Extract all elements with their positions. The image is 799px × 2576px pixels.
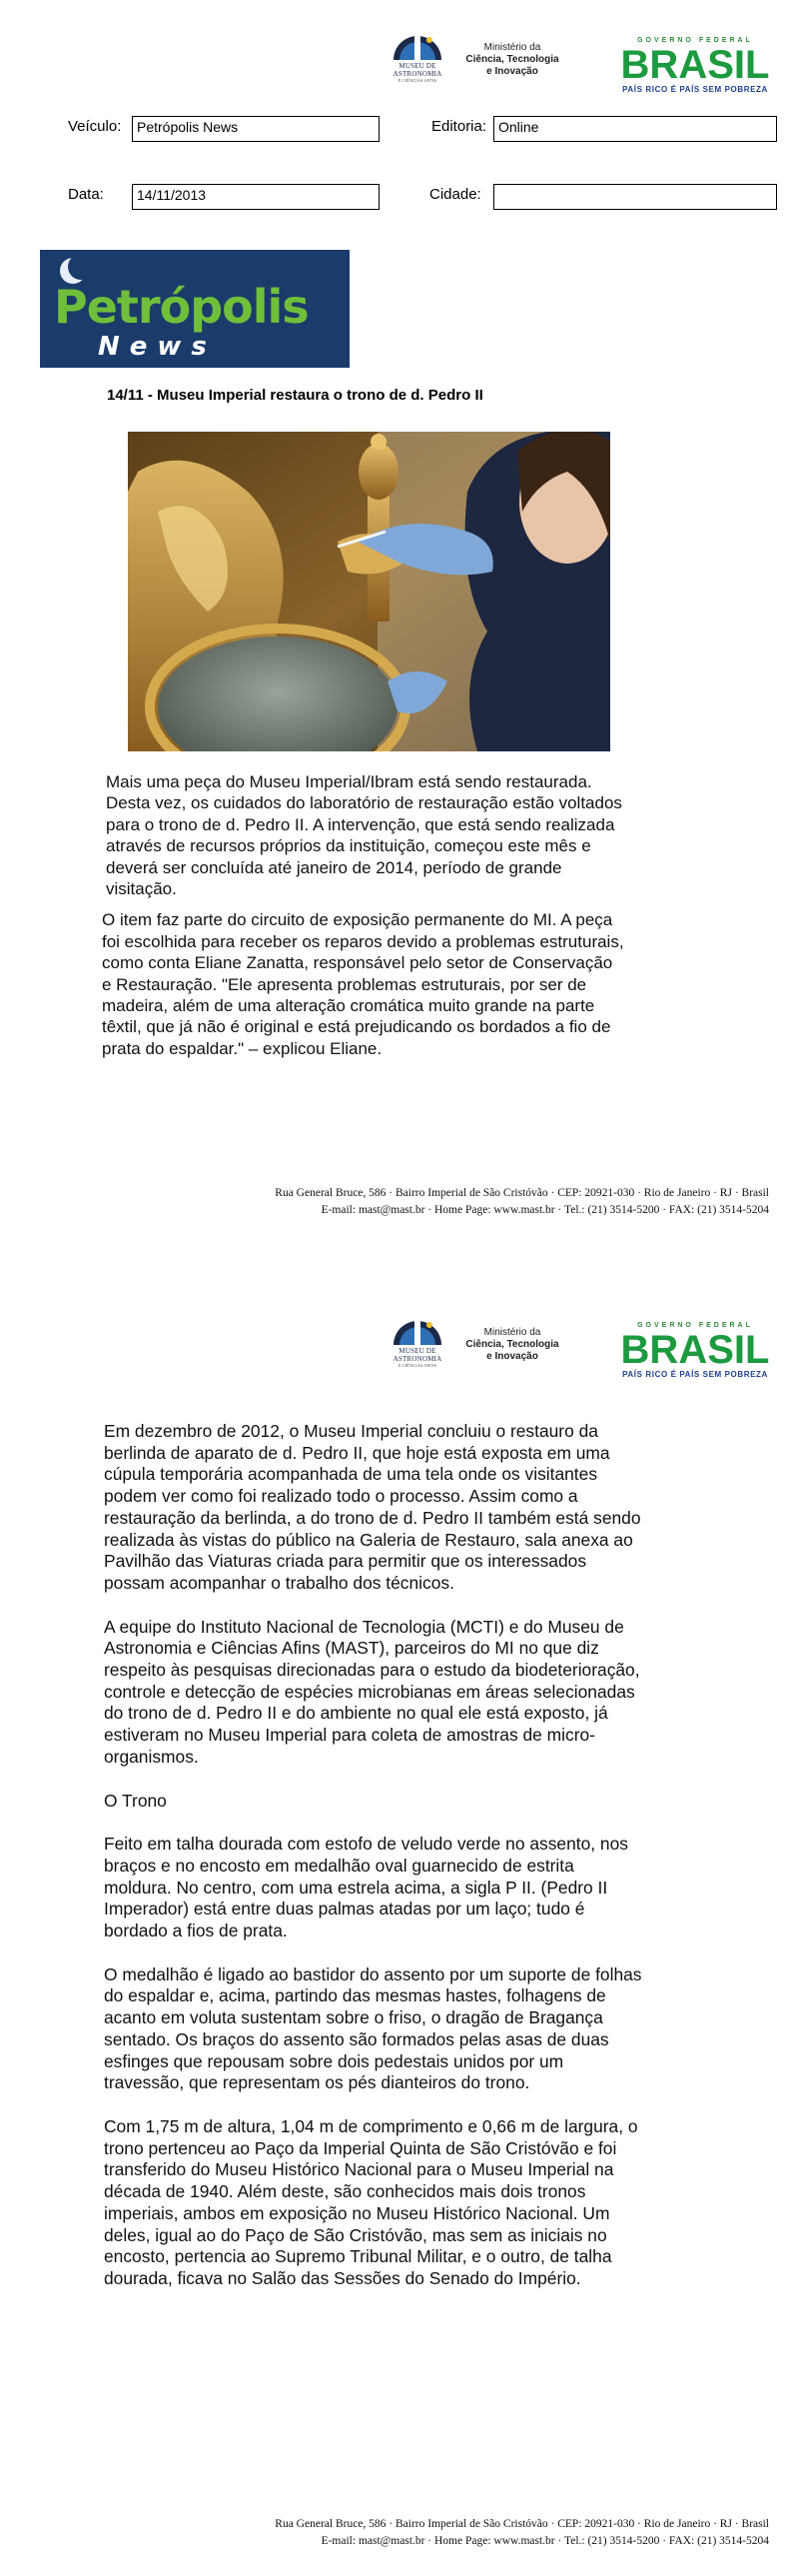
- footer-contact: E-mail: mast@mast.br · Home Page: www.mast.br · Tel.: (21) 3514-5200 · FAX: (21) 3514-5204: [321, 2535, 769, 2547]
- gov-slogan: PAÍS RICO É PAÍS SEM POBREZA: [622, 85, 768, 94]
- gov-top-text: GOVERNO FEDERAL: [637, 37, 753, 44]
- petropolis-news-logo: [40, 250, 350, 368]
- paragraph: O medalhão é ligado ao bastidor do assento por um suporte de folhas do espaldar e, acima, partindo das mesmas hastes, folhagens de acanto em voluta sustentam sobre o friso, o dragão de Bragança sentado. Os braços do assento são formados pelas asas de duas esfinges que repousam sobre dois pedestais unidos por um travessão, que representam os pés dianteiros do trono.: [104, 1963, 642, 2093]
- cidade-field[interactable]: [493, 184, 777, 210]
- ministry-line1: Ministério da: [483, 1327, 541, 1338]
- editoria-label: Editoria:: [431, 118, 487, 135]
- ministry-line2: Ciência, Tecnologia: [465, 54, 559, 65]
- observatory-dome-icon: [390, 1313, 445, 1347]
- article-title: 14/11 - Museu Imperial restaura o trono de d. Pedro II: [107, 387, 483, 404]
- paragraph: Com 1,75 m de altura, 1,04 m de comprimento e 0,66 m de largura, o trono pertenceu ao Paço da Imperial Quinta de São Cristóvão e foi transferido do Museu Histórico Nacional para o Museu Imperial na década de 1940. Além deste, são conhecidos mais dois tronos imperiais, ambos em exposição no Museu Histórico Nacional. Um deles, igual ao do Paço de São Cristóvão, mas sem as iniciais no encosto, pertencia ao Supremo Tribunal Militar, e o outro, de talha dourada, ficava no Salão das Sessões do Senado do Império.: [104, 2115, 638, 2288]
- mast-logo-line2: ASTRONOMIA: [393, 1355, 442, 1363]
- logo-word-petropolis: Petrópolis: [54, 280, 309, 334]
- editoria-field[interactable]: Online: [493, 116, 777, 142]
- crescent-moon-mask: [68, 254, 94, 280]
- mast-logo: [386, 28, 449, 83]
- footer-contact: E-mail: mast@mast.br · Home Page: www.mast.br · Tel.: (21) 3514-5200 · FAX: (21) 3514-5204: [321, 1204, 769, 1216]
- logo-word-news: News: [98, 332, 217, 362]
- cidade-label: Cidade:: [429, 186, 481, 203]
- paragraph: A equipe do Instituto Nacional de Tecnologia (MCTI) e do Museu de Astronomia e Ciências Afins (MAST), parceiros do MI no que diz respeito às pesquisas direcionadas para o estudo da biodeterioração, controle e detecção de espécies microbianas em áreas selecionadas do trono de d. Pedro II e do ambiente no qual ele está exposto, já estiveram no Museu Imperial para coleta de amostras de micro-organismos.: [104, 1616, 640, 1767]
- footer-page2: [120, 2516, 769, 2550]
- footer-address: Rua General Bruce, 586 · Bairro Imperial de São Cristóvão · CEP: 20921-030 · Rio de Janeiro · RJ · Brasil: [275, 1187, 769, 1199]
- restoration-photo: [128, 432, 610, 751]
- ministry-line1: Ministério da: [483, 42, 541, 53]
- paragraph: O item faz parte do circuito de exposição permanente do MI. A peça foi escolhida para receber os reparos devido a problemas estruturais, como conta Eliane Zanatta, responsável pelo setor de Conservação e Restauração. "Ele apresenta problemas estruturais, por ser de madeira, além de uma alteração cromática muito grande na parte têxtil, que já não é original e está prejudicando os bordados a fio de prata do espaldar." – explicou Eliane.: [102, 910, 624, 1058]
- footer-page1: [120, 1185, 769, 1219]
- section-heading: O Trono: [104, 1790, 167, 1811]
- paragraph: Em dezembro de 2012, o Museu Imperial concluiu o restauro da berlinda de aparato de d. Pedro II, que hoje está exposta em uma cúpula temporária acompanhada de uma tela onde os visitantes podem ver como foi realizado todo o processo. Assim como a restauração da berlinda, a do trono de d. Pedro II também está sendo realizada às vistas do público na Galeria de Restauro, sala anexa ao Pavilhão das Viaturas criada para permitir que os interessados possam acompanhar o trabalho dos técnicos.: [104, 1421, 641, 1593]
- footer-address: Rua General Bruce, 586 · Bairro Imperial de São Cristóvão · CEP: 20921-030 · Rio de Janeiro · RJ · Brasil: [275, 2518, 769, 2530]
- mast-logo-line2: ASTRONOMIA: [393, 70, 442, 78]
- ministry-line3: e Inovação: [486, 66, 538, 77]
- article-body-page2: [104, 1421, 643, 2312]
- gov-brasil-logo: [611, 1321, 779, 1380]
- gov-brand-wrap: [621, 45, 770, 85]
- gov-brand-text: BRASIL: [620, 1328, 770, 1372]
- mast-logo-line3: E CIÊNCIAS AFINS: [398, 1363, 437, 1368]
- paragraph: Mais uma peça do Museu Imperial/Ibram está sendo restaurada. Desta vez, os cuidados do laboratório de restauração estão voltados para o trono de d. Pedro II. A intervenção, que está sendo realizada através de recursos próprios da instituição, começou este mês e deverá ser concluída até janeiro de 2014, período de grande visitação.: [106, 772, 622, 899]
- ministry-line3: e Inovação: [486, 1351, 538, 1362]
- observatory-dome-icon: [390, 28, 445, 62]
- mast-logo-line3: E CIÊNCIAS AFINS: [398, 78, 437, 83]
- document-page-2: [0, 1289, 799, 2576]
- veiculo-label: Veículo:: [68, 118, 122, 135]
- ministry-line2: Ciência, Tecnologia: [465, 1339, 559, 1350]
- ministry-logo: [457, 42, 567, 78]
- mast-logo-line1: MUSEU DE: [399, 1347, 436, 1355]
- throne-restoration-image: [128, 432, 610, 751]
- veiculo-field[interactable]: Petrópolis News: [132, 116, 380, 142]
- data-field[interactable]: 14/11/2013: [132, 184, 380, 210]
- article-body-page1: [102, 771, 625, 1069]
- gov-brand-wrap: [621, 1330, 770, 1370]
- mast-logo: [386, 1313, 449, 1368]
- gov-brasil-logo: [611, 36, 779, 95]
- gov-brand-text: BRASIL: [620, 43, 770, 87]
- mast-logo-line1: MUSEU DE: [399, 62, 436, 70]
- gov-slogan: PAÍS RICO É PAÍS SEM POBREZA: [622, 1370, 768, 1379]
- ministry-logo: [457, 1327, 567, 1363]
- gov-top-text: GOVERNO FEDERAL: [637, 1322, 753, 1329]
- paragraph: Feito em talha dourada com estofo de veludo verde no assento, nos braços e no encosto em medalhão oval guarnecido de estrita moldura. No centro, com uma estrela acima, a sigla P II. (Pedro II Imperador) está entre duas palmas atadas por um laço; tudo é bordado a fios de prata.: [104, 1834, 628, 1941]
- data-label: Data:: [68, 186, 104, 203]
